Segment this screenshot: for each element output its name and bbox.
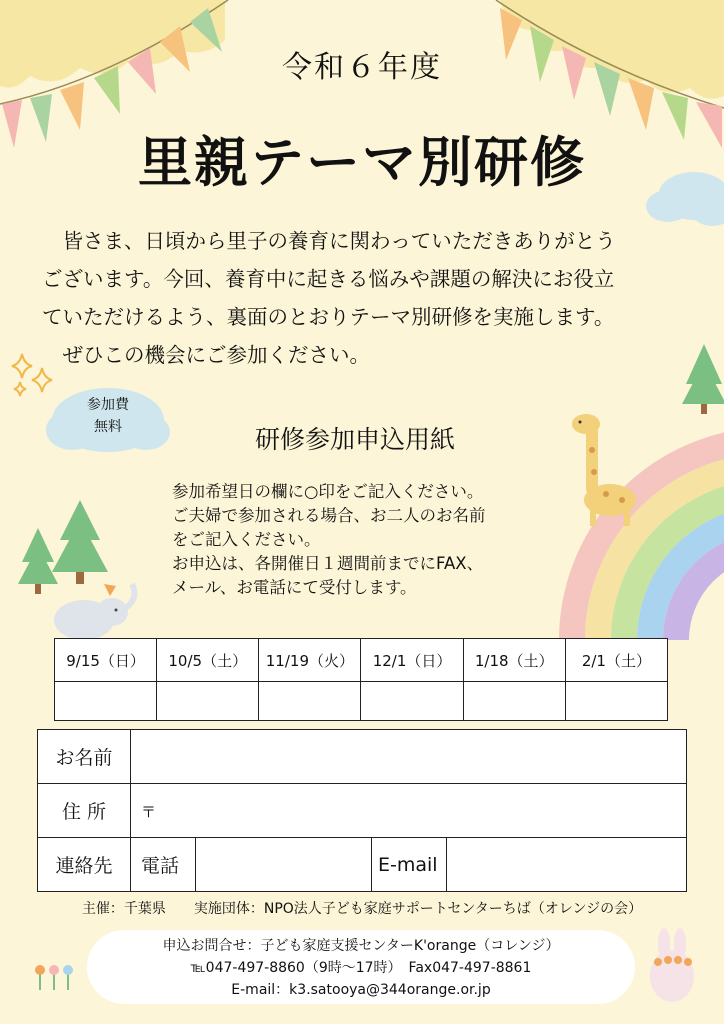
name-field[interactable] xyxy=(131,730,687,784)
address-label: 住 所 xyxy=(38,784,131,838)
inquiry-line: 申込お問合せ：子ども家庭支援センターK'orange（コレンジ） xyxy=(162,938,560,954)
intro-line: 皆さま、日頃から里子の養育に関わっていただきありがとう xyxy=(42,229,616,253)
tree-icon xyxy=(18,500,108,594)
date-mark-field[interactable] xyxy=(463,682,565,721)
instruction-line: メール、お電話にて受付します。 xyxy=(172,578,417,597)
phone-label: 電話 xyxy=(131,838,196,892)
flower-icon xyxy=(35,965,73,990)
date-mark-row xyxy=(55,682,668,721)
badge-value: 無料 xyxy=(94,419,122,435)
date-cell: 10/5（土） xyxy=(157,639,259,682)
date-mark-field[interactable] xyxy=(259,682,361,721)
instruction-line: お申込は、各開催日１週間前までにFAX、 xyxy=(172,554,484,573)
email-cell xyxy=(372,838,687,892)
name-label: お名前 xyxy=(38,730,131,784)
name-row xyxy=(38,730,687,784)
phone-field[interactable] xyxy=(196,838,372,892)
instruction-line: ご夫婦で参加される場合、お二人のお名前 xyxy=(172,506,486,525)
email-label: E-mail xyxy=(372,838,447,891)
date-cell: 9/15（日） xyxy=(55,639,157,682)
applicant-info-table xyxy=(37,729,687,892)
postal-mark: 〒 xyxy=(141,802,157,821)
date-header-row xyxy=(55,639,668,682)
email-line: E-mail：k3.satooya@344orange.or.jp xyxy=(231,982,491,998)
page-title: 里親テーマ別研修 xyxy=(138,131,586,194)
rabbit-icon xyxy=(650,928,694,1002)
phone-fax-line: ℡047-497-8860（9時～17時） Fax047-497-8861 xyxy=(190,960,532,976)
date-cell: 1/18（土） xyxy=(463,639,565,682)
intro-line: ていただけるよう、裏面のとおりテーマ別研修を実施します。 xyxy=(42,305,615,329)
fiscal-year: 令和６年度 xyxy=(282,50,442,85)
badge-label: 参加費 xyxy=(87,397,129,413)
email-field[interactable] xyxy=(447,838,686,891)
date-cell: 11/19（火） xyxy=(259,639,361,682)
address-field[interactable] xyxy=(131,784,687,838)
instruction-line: 参加希望日の欄に○印をご記入ください。 xyxy=(172,482,484,501)
elephant-icon xyxy=(54,584,134,640)
date-mark-field[interactable] xyxy=(361,682,463,721)
date-mark-field[interactable] xyxy=(565,682,667,721)
date-mark-field[interactable] xyxy=(55,682,157,721)
intro-paragraph xyxy=(42,222,692,374)
organizer-line: 主催：千葉県 実施団体：NPO法人子ども家庭サポートセンターちば（オレンジの会） xyxy=(81,901,643,917)
date-cell: 2/1（土） xyxy=(565,639,667,682)
contact-label: 連絡先 xyxy=(38,838,131,892)
form-title: 研修参加申込用紙 xyxy=(254,425,455,454)
instruction-line: をご記入ください。 xyxy=(172,530,321,549)
date-cell: 12/1（日） xyxy=(361,639,463,682)
intro-line: ございます。今回、養育中に起きる悩みや課題の解決にお役立 xyxy=(42,267,615,291)
address-row xyxy=(38,784,687,838)
form-instructions xyxy=(172,480,572,600)
date-mark-field[interactable] xyxy=(157,682,259,721)
date-selection-table xyxy=(54,638,668,721)
intro-line: ぜひこの機会にご参加ください。 xyxy=(42,343,370,367)
contact-row xyxy=(38,838,687,892)
contact-box xyxy=(87,930,635,1004)
